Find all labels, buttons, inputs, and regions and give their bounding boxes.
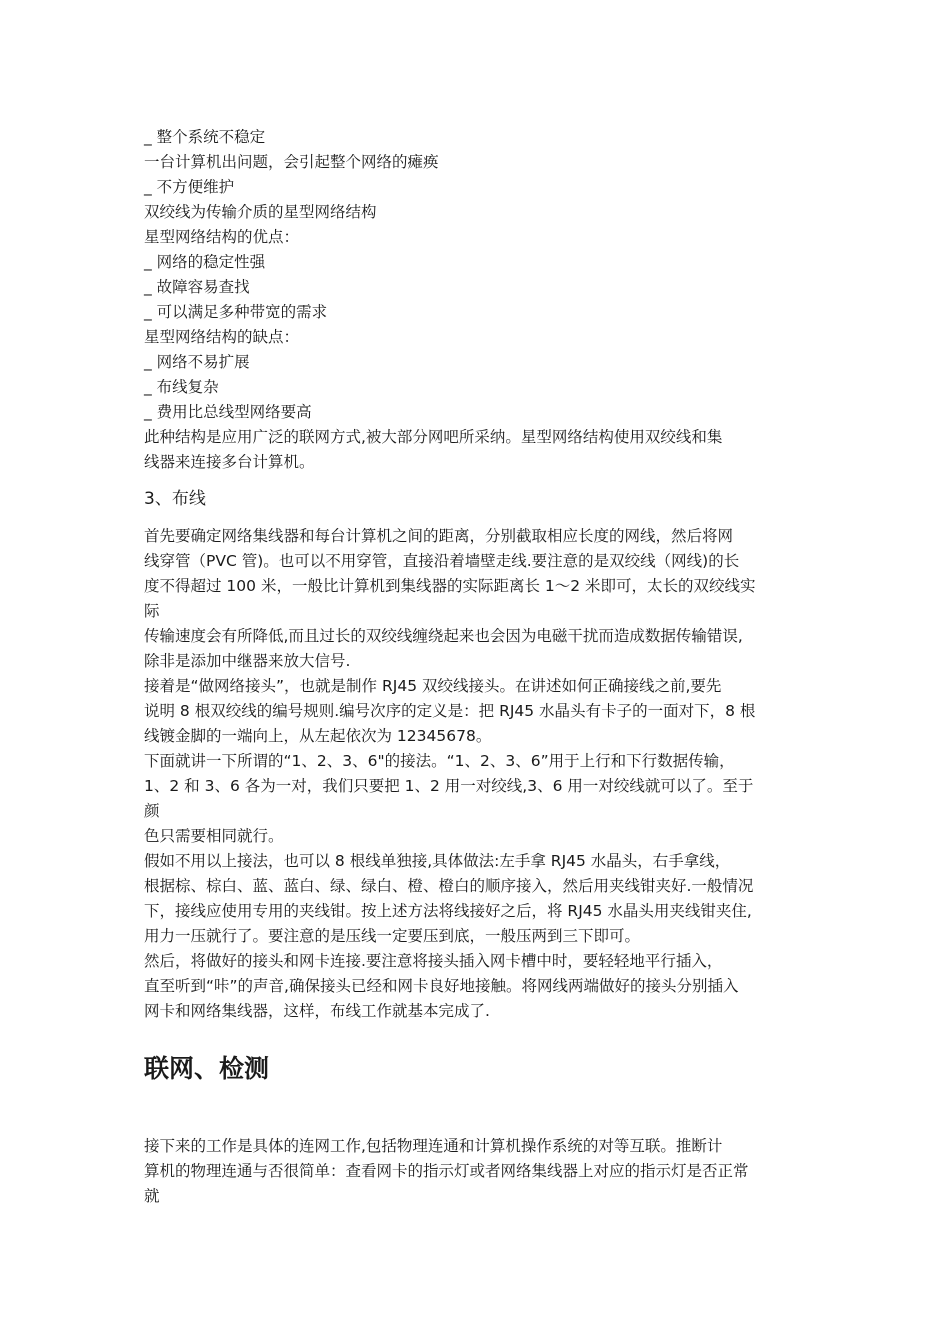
text-line: 假如不用以上接法，也可以 8 根线单独接,具体做法:左手拿 RJ45 水晶头，右手拿线，	[144, 852, 731, 870]
text-line: 首先要确定网络集线器和每台计算机之间的距离，分别截取相应长度的网线，然后将网	[144, 527, 734, 545]
text-line: 颜	[144, 802, 160, 820]
text-line: 际	[144, 602, 160, 620]
text-line: _ 费用比总线型网络要高	[144, 403, 312, 421]
text-line: 除非是添加中继器来放大信号.	[144, 652, 351, 670]
section-heading: 联网、检测	[144, 1054, 270, 1083]
text-line: 线镀金脚的一端向上，从左起依次为 12345678。	[144, 727, 492, 745]
text-line: _ 不方便维护	[144, 178, 235, 196]
text-line: 星型网络结构的缺点：	[144, 328, 300, 346]
text-line: _ 故障容易查找	[144, 278, 250, 296]
text-line: 线器来连接多台计算机。	[144, 453, 315, 471]
text-line: 双绞线为传输介质的星型网络结构	[144, 203, 377, 221]
text-line: 此种结构是应用广泛的联网方式,被大部分网吧所采纳。星型网络结构使用双绞线和集	[144, 428, 723, 446]
text-line: _ 网络的稳定性强	[144, 253, 266, 271]
text-line: 网卡和网络集线器，这样，布线工作就基本完成了.	[144, 1002, 490, 1020]
text-line: _ 布线复杂	[144, 378, 219, 396]
text-line: 下面就讲一下所谓的“1、2、3、6"的接法。“1、2、3、6”用于上行和下行数据传输，	[144, 752, 735, 770]
text-line: 度不得超过 100 米，一般比计算机到集线器的实际距离长 1～2 米即可，太长的双绞线实	[144, 577, 756, 595]
text-line: 用力一压就行了。要注意的是压线一定要压到底，一般压两到三下即可。	[144, 927, 641, 945]
text-line: 传输速度会有所降低,而且过长的双绞线缠绕起来也会因为电磁干扰而造成数据传输错误,	[144, 627, 743, 645]
text-line: 1、2 和 3、6 各为一对，我们只要把 1、2 用一对绞线,3、6 用一对绞线就可以了。至于	[144, 777, 754, 795]
text-line: _ 整个系统不稳定	[144, 128, 266, 146]
text-line: 一台计算机出问题，会引起整个网络的瘫痪	[144, 153, 439, 171]
text-line: 接着是“做网络接头”，也就是制作 RJ45 双绞线接头。在讲述如何正确接线之前,要先	[144, 677, 722, 695]
text-line: 算机的物理连通与否很简单：查看网卡的指示灯或者网络集线器上对应的指示灯是否正常	[144, 1162, 749, 1180]
text-line: _ 网络不易扩展	[144, 353, 250, 371]
text-line: 就	[144, 1187, 160, 1205]
text-line: 星型网络结构的优点：	[144, 228, 300, 246]
section-heading: 3、布线	[144, 489, 206, 509]
text-line: _ 可以满足多种带宽的需求	[144, 303, 328, 321]
text-line: 直至听到“咔”的声音,确保接头已经和网卡良好地接触。将网线两端做好的接头分别插入	[144, 977, 739, 995]
text-line: 根据棕、棕白、蓝、蓝白、绿、绿白、橙、橙白的顺序接入，然后用夹线钳夹好.一般情况	[144, 877, 754, 895]
text-line: 然后，将做好的接头和网卡连接.要注意将接头插入网卡槽中时，要轻轻地平行插入，	[144, 952, 723, 970]
text-line: 色只需要相同就行。	[144, 827, 284, 845]
text-line: 接下来的工作是具体的连网工作,包括物理连通和计算机操作系统的对等互联。推断计	[144, 1137, 723, 1155]
text-line: 线穿管（PVC 管)。也可以不用穿管，直接沿着墙壁走线.要注意的是双绞线（网线)的长	[144, 552, 740, 570]
text-line: 说明 8 根双绞线的编号规则.编号次序的定义是：把 RJ45 水晶头有卡子的一面对下，8 根	[144, 702, 756, 720]
text-line: 下，接线应使用专用的夹线钳。按上述方法将线接好之后，将 RJ45 水晶头用夹线钳夹住,	[144, 902, 752, 920]
